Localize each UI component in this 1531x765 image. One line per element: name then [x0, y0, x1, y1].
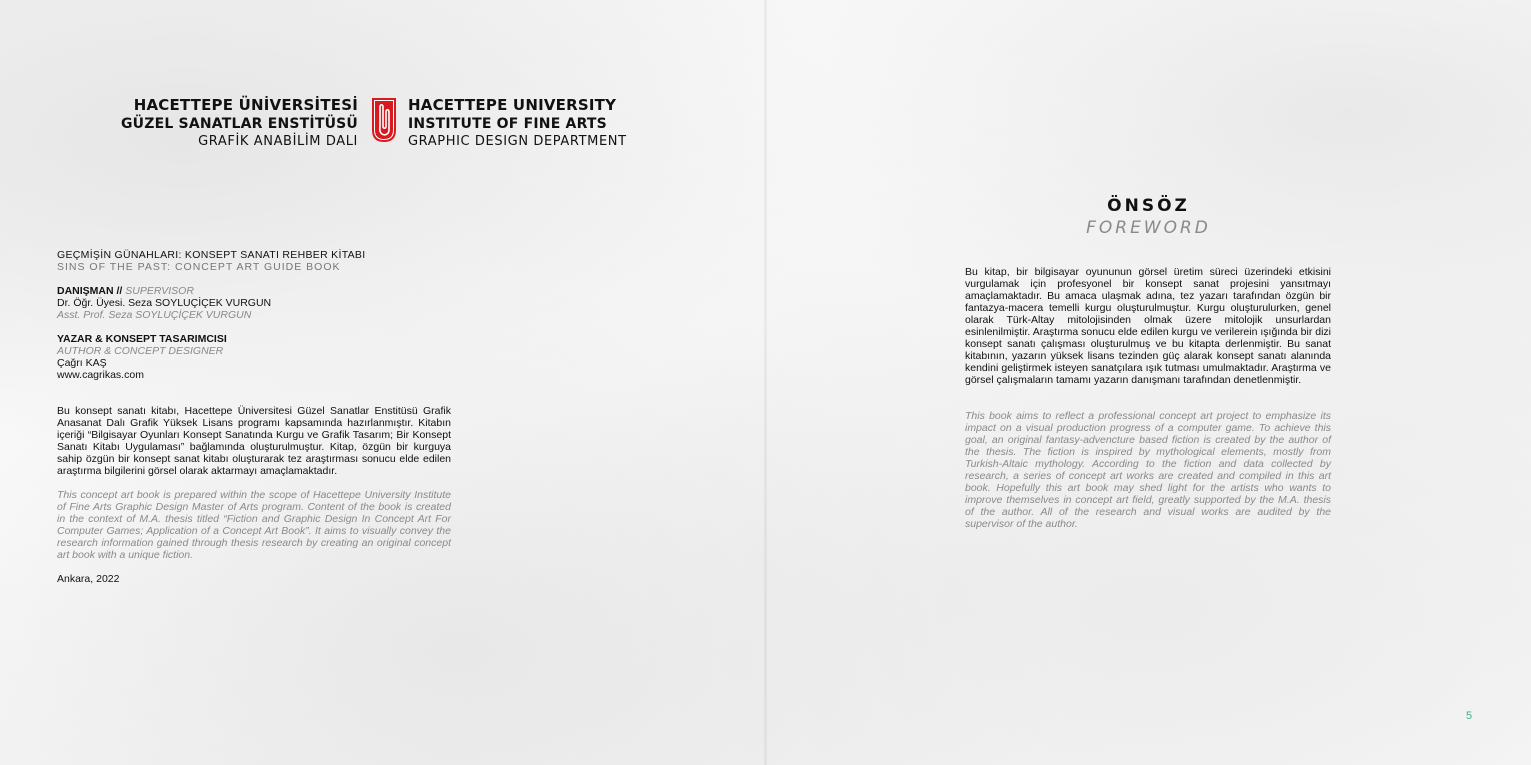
- logo-en-line-1: HACETTEPE UNIVERSITY: [408, 96, 617, 114]
- page-number: 5: [1466, 710, 1473, 722]
- book-title-block: [57, 249, 451, 273]
- logo-english-text: [408, 96, 627, 152]
- author-name: Çağrı KAŞ: [57, 357, 107, 369]
- supervisor-label: [57, 285, 451, 297]
- right-page: [766, 0, 1531, 765]
- book-title-tr: GEÇMİŞİN GÜNAHLARI: KONSEPT SANATI REHBER KİTABI: [57, 249, 366, 261]
- logo-en-line-2: INSTITUTE OF FINE ARTS: [408, 115, 607, 132]
- place-date: Ankara, 2022: [57, 573, 120, 585]
- book-title-en: SINS OF THE PAST: CONCEPT ART GUIDE BOOK: [57, 261, 341, 273]
- foreword-subtitle: FOREWORD: [1086, 218, 1211, 238]
- hacettepe-emblem-icon: [368, 96, 400, 144]
- foreword-paragraph-en: This book aims to reflect a professional concept art project to emphasize its impact on a visual production progress of a computer game. To achieve this goal, an original fantasy-advencture based fiction is created by the author of the thesis. The fiction is inspired by mythological elements, mostly from Turkish-Altaic mythology. According to the fiction and data collected by research, a series of concept art works are created and compiled in this art book. Hopefully this art book may shed light for the artists who wants to improve themselves in concept art field, greatly supported by the M.A. thesis of the author. All of the research and visual works are audited by the supervisor of the author.: [965, 410, 1331, 530]
- supervisor-label-tr: DANIŞMAN //: [57, 285, 123, 297]
- logo-tr-line-2: GÜZEL SANATLAR ENSTİTÜSÜ: [120, 115, 358, 132]
- author-website: www.cagrikas.com: [57, 369, 144, 381]
- author-label-tr: YAZAR & KONSEPT TASARIMCISI: [57, 333, 227, 345]
- foreword-paragraph-tr: Bu kitap, bir bilgisayar oyununun görsel üretim süreci üzerindeki etkisini vurgulamak için profesyonel bir konsept sanat projesini yansıtmayı amaçlamaktadır. Bu amaca ulaşmak adına, tez yazarı tarafından özgün bir fantazya-macera temelli kurgu oluşturulmuştur. Kurgu oluşturulurken, genel olarak Türk-Altay mitolojisinden olmak üzere mitolojik unsurlardan esinlenilmiştir. Araştırma sonucu elde edilen kurgu ve verilerein ışığında bir dizi konsept sanatı çalışması oluşturulmuş ve bu kitapta derlenmiştir. Bu sanat kitabının, yazarın yüksek lisans tezinden güç alarak konsept sanatı alanında kendini geliştirmek isteyen sanatçılara ışık tutması umulmaktadır. Araştırma ve görsel çalışmaların tamamı yazarın danışmanı tarafından denetlenmiştir.: [965, 266, 1331, 386]
- supervisor-label-en: SUPERVISOR: [125, 285, 194, 297]
- logo-tr-line-1: HACETTEPE ÜNİVERSİTESİ: [133, 96, 358, 114]
- author-label-en: AUTHOR & CONCEPT DESIGNER: [57, 345, 224, 357]
- logo-tr-line-3: GRAFİK ANABİLİM DALI: [198, 134, 358, 149]
- foreword-title: ÖNSÖZ: [1107, 196, 1190, 216]
- supervisor-name-en: Asst. Prof. Seza SOYLUÇİÇEK VURGUN: [57, 309, 252, 321]
- supervisor-block: [57, 285, 451, 321]
- intro-paragraph-tr: Bu konsept sanatı kitabı, Hacettepe Üniversitesi Güzel Sanatlar Enstitüsü Grafik Anasanat Dalı Grafik Yüksek Lisans programı kapsamında hazırlanmıştır. Kitabın içeriği “Bilgisayar Oyunları Konsept Sanatında Kurgu ve Grafik Tasarım; Bir Konsept Sanatı Kitabı Uygulaması” bağlamında oluşturulmuştur. Kitap, özgün bir kurguya sahip özgün bir konsept sanat kitabı oluşturarak tez araştırması sonucu elde edilen araştırma bilgilerini görsel olarak aktarmayı amaçlamaktadır.: [57, 405, 451, 477]
- left-page: [0, 0, 765, 765]
- university-logo: [100, 96, 660, 156]
- supervisor-name-tr: Dr. Öğr. Üyesi. Seza SOYLUÇİÇEK VURGUN: [57, 297, 272, 309]
- author-block: [57, 333, 451, 381]
- intro-paragraph-en: This concept art book is prepared within the scope of Hacettepe University Institute of Fine Arts Graphic Design Master of Arts program. Content of the book is created in the context of M.A. thesis titled “Fiction and Graphic Design In Concept Art For Computer Games; Application of a Concept Art Book”. It aims to visually convey the research information gained through thesis research by creating an original concept art book with a unique fiction.: [57, 489, 451, 561]
- logo-en-line-3: GRAPHIC DESIGN DEPARTMENT: [408, 134, 627, 149]
- logo-turkish-text: [121, 96, 358, 152]
